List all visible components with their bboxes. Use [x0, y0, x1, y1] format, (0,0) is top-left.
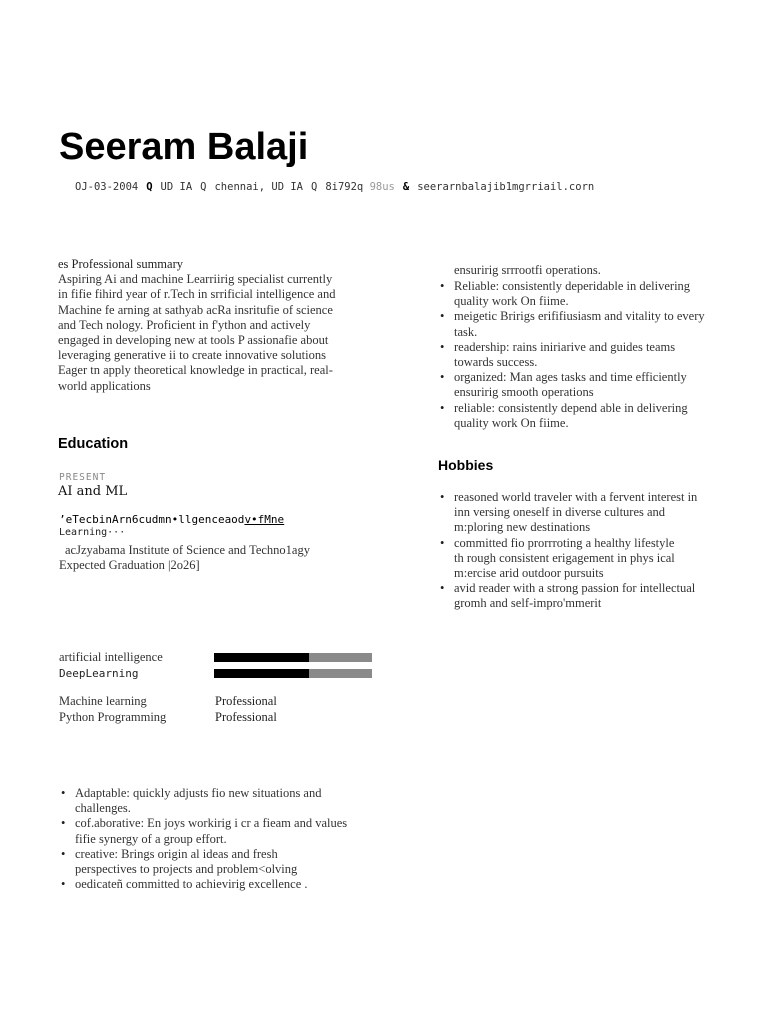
skill-name: Machine learning — [59, 694, 147, 708]
hobbies-list — [438, 490, 748, 612]
summary-line: Aspiring Ai and machine Learriirig specialist currently — [58, 272, 333, 287]
list-item: • organized: Man ages tasks and time efficiently ensuririg smooth operations — [438, 370, 748, 400]
strengths-list-left — [59, 786, 369, 892]
skills-levels — [59, 694, 277, 725]
list-item: • cof.aborative: En joys workirig i cr a fieam and values fifie synergy of a group effort. — [59, 816, 369, 846]
hobbies-title: Hobbies — [438, 457, 494, 473]
summary-line: in fifie fihird year of r.Tech in srrificial intelligence and — [58, 287, 336, 302]
summary-heading: es Professional summary — [58, 257, 183, 271]
summary-line: Machine fe arning at sathyab acRa insritufie of science — [58, 302, 333, 317]
education-status: PRESENT — [59, 472, 107, 483]
summary-line: world applications — [58, 378, 151, 393]
dob-text: OJ-03-2004 — [75, 181, 139, 193]
education-degree: AI and ML — [58, 484, 128, 499]
education-graduation: Expected Graduation |2o26] — [59, 558, 200, 572]
contact-separator: Q — [146, 181, 153, 193]
list-item: • reliable: consistently depend able in delivering quality work On fiime. — [438, 401, 748, 431]
skill-level-bar — [214, 653, 372, 662]
summary-line: Eager tn apply theoretical knowledge in practical, real- — [58, 363, 333, 378]
candidate-name: Seeram Balaji — [59, 126, 309, 168]
list-item: • Reliable: consistently deperidable in delivering quality work On fiime. — [438, 279, 748, 309]
city-text: chennai, UD IA — [214, 181, 303, 193]
list-item: • committed fio prorrroting a healthy lifestyle th rough consistent erigagement in phys ical m:ercise arid outdoor pursuits — [438, 536, 748, 582]
skill-level-fill — [214, 669, 309, 678]
skill-row — [59, 649, 372, 665]
phone-text: 8i792q 98us — [325, 181, 395, 193]
skill-level-fill — [214, 653, 309, 662]
skill-name: artificial intelligence — [59, 649, 163, 664]
region-text: UD IA — [160, 181, 193, 193]
professional-summary — [58, 257, 370, 394]
education-program: ’eTecbinArn6cudmn•llgenceaodv•fMne — [59, 513, 285, 526]
skill-level: Professional — [215, 694, 277, 708]
skill-level-bar — [214, 669, 372, 678]
list-item: • readership: rains iniriarive and guides teams towards success. — [438, 340, 748, 370]
list-item: • Adaptable: quickly adjusts fio new situations and challenges. — [59, 786, 369, 816]
list-item: • creative: Brings origin al ideas and fresh perspectives to projects and problem<olving — [59, 847, 369, 877]
email-text: seerarnbalajib1mgrriail.corn — [417, 181, 595, 193]
contact-line — [75, 181, 594, 193]
summary-line: engaged in developing new at tools P assionafie about — [58, 333, 329, 348]
summary-line: and Tech nology. Proficient in f'ython and actively — [58, 317, 311, 332]
skills-bars — [59, 649, 372, 681]
education-institute: acJzyabama Institute of Science and Techno1agy — [65, 543, 310, 557]
summary-line: leveraging generative ii to create innovative solutions — [58, 348, 326, 363]
list-item: • reasoned world traveler with a fervent interest in inn versing oneself in diverse cultures and m:ploring new destinations — [438, 490, 748, 536]
skill-name: Python Programming — [59, 709, 167, 724]
contact-separator: & — [402, 181, 410, 193]
education-title: Education — [58, 436, 129, 452]
skill-level: Professional — [215, 709, 277, 724]
education-program-sub: Learning··· — [59, 527, 126, 538]
contact-separator: Q — [200, 181, 207, 193]
list-item: • avid reader with a strong passion for intellectual gromh and self-impro'mmerit — [438, 581, 748, 611]
strengths-list-right — [438, 279, 748, 431]
skill-row — [59, 665, 372, 681]
list-item: • meigetic Bririgs erififiusiasm and vitality to every task. — [438, 309, 748, 339]
strengths-carryover: ensuririg srrrootfi operations. — [454, 263, 601, 277]
contact-separator: Q — [311, 181, 318, 193]
list-item: • oedicateñ committed to achievirig excellence . — [59, 877, 369, 892]
skill-name: DeepLearning — [59, 666, 139, 680]
